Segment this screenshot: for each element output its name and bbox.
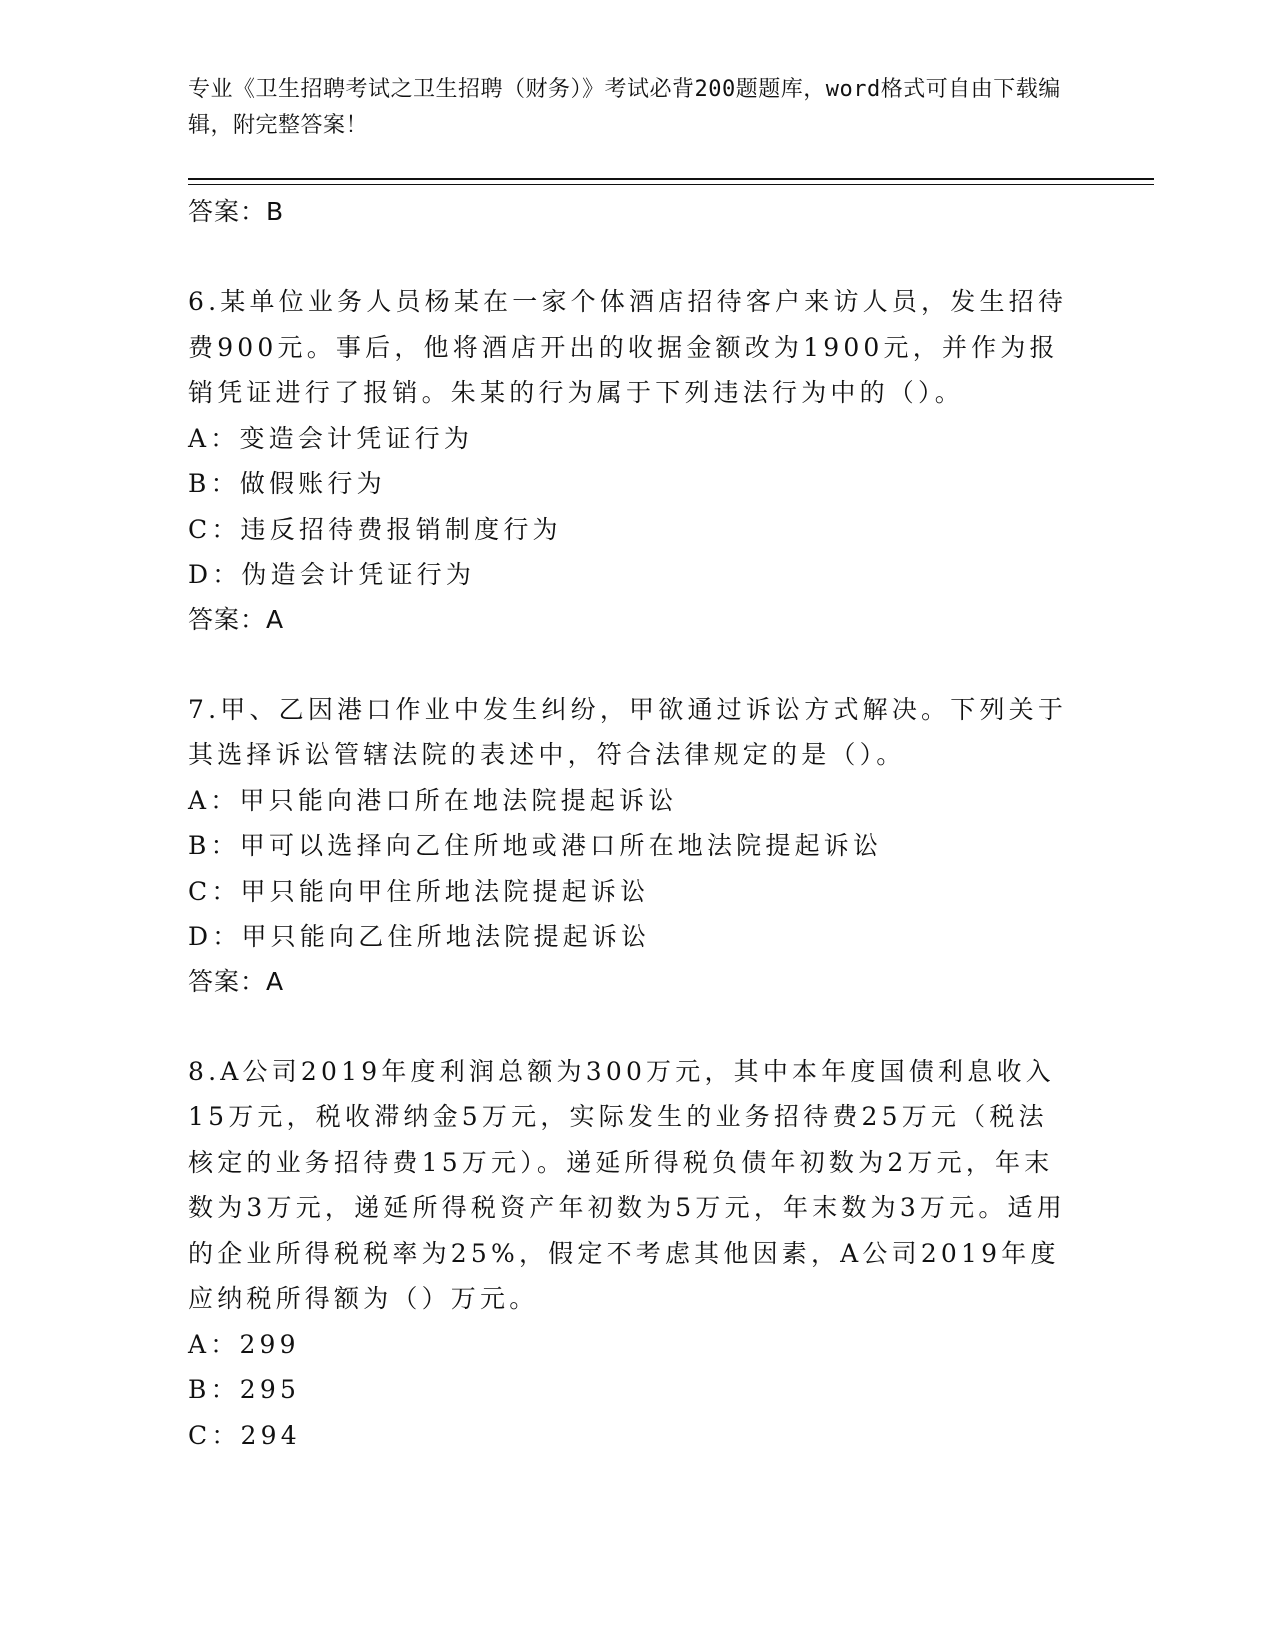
- question-stem: 6.某单位业务人员杨某在一家个体酒店招待客户来访人员，发生招待费900元。事后，他将酒店开出的收据金额改为1900元，并作为报销凭证进行了报销。朱某的行为属于下列违法行为中的（）。: [188, 287, 1068, 407]
- option-d: D：伪造会计凭证行为: [188, 560, 476, 589]
- header-divider-thick: [188, 178, 1154, 180]
- spacer: [188, 234, 1088, 279]
- spacer: [188, 1004, 1088, 1049]
- option-d: D：甲只能向乙住所地法院提起诉讼: [188, 922, 651, 951]
- question-stem: 7.甲、乙因港口作业中发生纠纷，甲欲通过诉讼方式解决。下列关于其选择诉讼管辖法院的表述中，符合法律规定的是（）。: [188, 694, 1068, 769]
- option-a: A：甲只能向港口所在地法院提起诉讼: [188, 785, 678, 815]
- answer-line: 答案：A: [188, 604, 285, 634]
- question-6: [188, 279, 1088, 642]
- answer-line: 答案：B: [188, 197, 285, 226]
- option-b: B：做假账行为: [188, 469, 386, 498]
- document-header: 专业《卫生招聘考试之卫生招聘（财务）》考试必背200题题库，word格式可自由下载编辑，附完整答案！: [188, 77, 1061, 138]
- question-stem: 8.A公司2019年度利润总额为300万元，其中本年度国债利息收入15万元，税收滞纳金5万元，实际发生的业务招待费25万元（税法核定的业务招待费15万元）。递延所得税负债年初数为2万元，年末数为3万元，递延所得税资产年初数为5万元，年末数为3万元。适用的企业所得税税率为25%，假定不考虑其他因素，A公司2019年度应纳税所得额为（）万元。: [188, 1056, 1066, 1313]
- question-7: [188, 687, 1088, 1004]
- question-8: [188, 1049, 1088, 1459]
- spacer: [188, 642, 1088, 687]
- option-b: B：甲可以选择向乙住所地或港口所在地法院提起诉讼: [188, 831, 883, 860]
- option-c: C：违反招待费报销制度行为: [188, 514, 562, 544]
- question-list: [188, 190, 1088, 1458]
- option-c: C：甲只能向甲住所地法院提起诉讼: [188, 876, 650, 906]
- option-c: C：294: [188, 1420, 301, 1450]
- answer-line: 答案：A: [188, 966, 285, 996]
- option-a: A：变造会计凭证行为: [188, 423, 474, 453]
- option-b: B：295: [188, 1375, 301, 1404]
- header-divider-thin: [188, 184, 1154, 185]
- option-a: A：299: [188, 1329, 300, 1359]
